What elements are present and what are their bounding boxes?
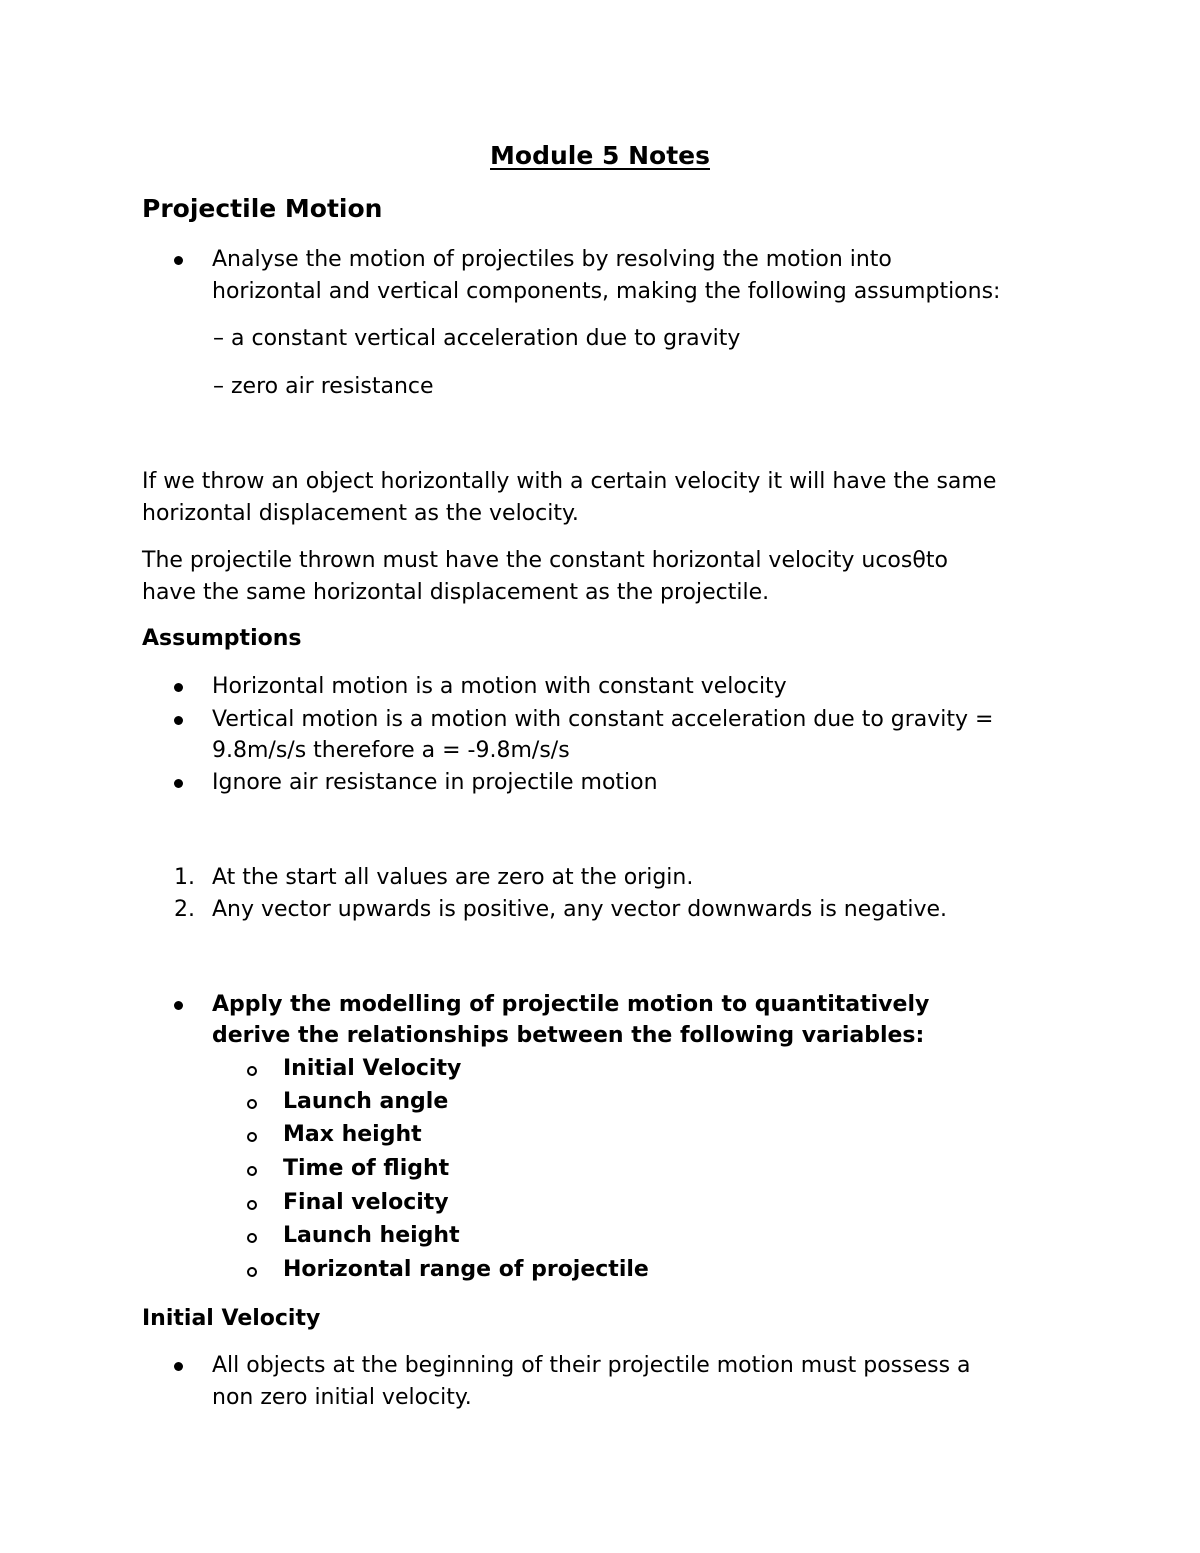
bullet-text-line: derive the relationships between the following variables: bbox=[212, 1023, 925, 1048]
bullet-text-line: non zero initial velocity. bbox=[212, 1385, 472, 1410]
variable-label: Time of flight bbox=[283, 1156, 450, 1181]
section-heading: Projectile Motion bbox=[142, 194, 383, 223]
sub-item: – zero air resistance bbox=[213, 374, 434, 399]
assumptions-heading: Assumptions bbox=[142, 626, 302, 651]
item-number: 2. bbox=[174, 897, 195, 922]
numbered-text: Any vector upwards is positive, any vector downwards is negative. bbox=[212, 897, 947, 922]
bullet-text-line: Vertical motion is a motion with constant acceleration due to gravity = bbox=[212, 707, 994, 732]
variable-label: Final velocity bbox=[283, 1190, 449, 1215]
page-title-text: Module 5 Notes bbox=[490, 141, 710, 170]
sub-item: – a constant vertical acceleration due to gravity bbox=[213, 326, 741, 351]
paragraph-line: If we throw an object horizontally with a certain velocity it will have the same bbox=[142, 469, 997, 494]
numbered-text: At the start all values are zero at the origin. bbox=[212, 865, 694, 890]
bullet-text-line: Horizontal motion is a motion with constant velocity bbox=[212, 674, 787, 699]
variable-label: Initial Velocity bbox=[283, 1056, 462, 1081]
variable-label: Launch height bbox=[283, 1223, 460, 1248]
variable-label: Max height bbox=[283, 1122, 422, 1147]
paragraph-line: horizontal displacement as the velocity. bbox=[142, 501, 579, 526]
paragraph-line: The projectile thrown must have the constant horizontal velocity ucosθto bbox=[142, 548, 948, 573]
paragraph-line: have the same horizontal displacement as the projectile. bbox=[142, 580, 770, 605]
initial-velocity-heading: Initial Velocity bbox=[142, 1306, 321, 1331]
variable-label: Horizontal range of projectile bbox=[283, 1257, 649, 1282]
bullet-text-line: Analyse the motion of projectiles by resolving the motion into bbox=[212, 247, 892, 272]
item-number: 1. bbox=[174, 865, 195, 890]
variable-label: Launch angle bbox=[283, 1089, 449, 1114]
bullet-text-line: horizontal and vertical components, making the following assumptions: bbox=[212, 279, 1001, 304]
bullet-text-line: 9.8m/s/s therefore a = -9.8m/s/s bbox=[212, 738, 570, 763]
page-title bbox=[0, 138, 1200, 174]
bullet-text-line: Apply the modelling of projectile motion to quantitatively bbox=[212, 992, 930, 1017]
bullet-text-line: Ignore air resistance in projectile motion bbox=[212, 770, 658, 795]
bullet-text-line: All objects at the beginning of their projectile motion must possess a bbox=[212, 1353, 971, 1378]
